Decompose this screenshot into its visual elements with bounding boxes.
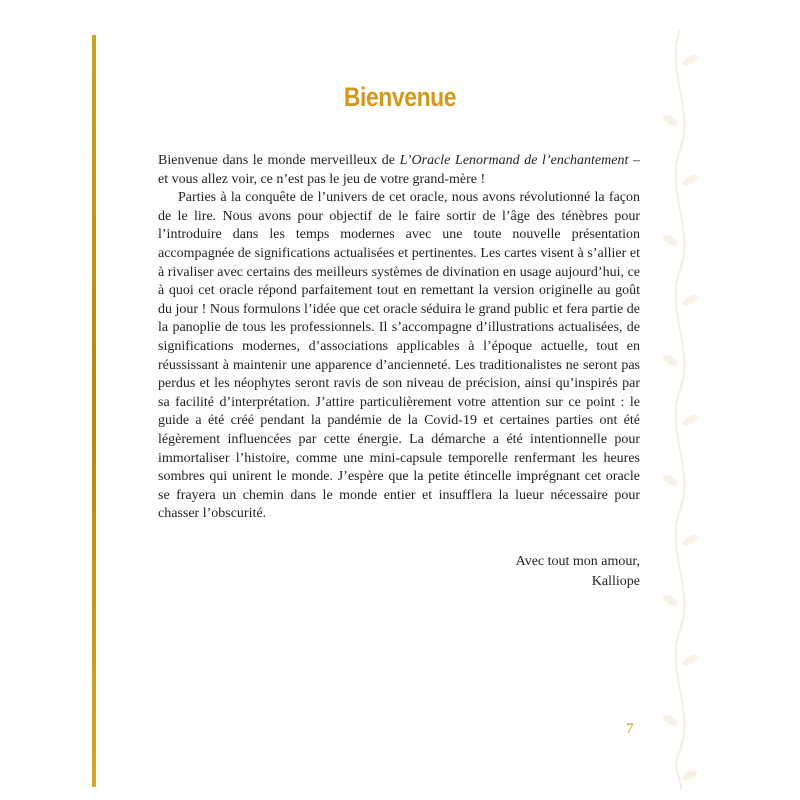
intro-lead: Bienvenue dans le monde merveilleux de [158,153,400,168]
page-number: 7 [626,721,634,737]
page-title: Bienvenue [343,82,457,112]
body-text [158,152,640,524]
main-paragraph: Parties à la conquête de l’univers de cet oracle, nous avons révolutionné la façon de le lire. Nous avons pour objectif de le faire sortir de l’âge des ténèbres pour l’introduire dans les temps modernes avec une toute nouvelle présentation accompagnée de significations actualisées et pertinentes. Les cartes visent à s’allier et à rivaliser avec certains des meilleurs systèmes de divination en usage aujourd’hui, ce à quoi cet oracle répond parfaitement tout en remettant la version originelle au goût du jour ! Nous formulons l’idée que cet oracle séduira le grand public et fera partie de la panoplie de tous les professionnels. Il s’accompagne d’illustrations actualisées, de significations modernes, d’associations applicables à l’époque actuelle, tout en réussissant à maintenir une apparence d’ancienneté. Les traditionalistes ne seront pas perdus et les néophytes seront ravis de son niveau de précision, ainsi qu’inspirés par sa facilité d’interprétation. J’attire particulièrement votre attention sur ce point : le guide a été créé pendant la pandémie de la Covid-19 et certaines parties ont été légèrement influencées par cette énergie. La démarche a été intentionnelle pour immortaliser l’histoire, comme une mini-capsule temporelle renfermant les heures sombres qui unirent le monde. J’espère que la petite étincelle imprégnant cet oracle se frayera un chemin dans le monde entier et insufflera la lueur nécessaire pour chasser l’obscurité. [158,190,640,522]
intro-paragraph [158,152,640,189]
signature-closing: Avec tout mon amour, [515,554,640,569]
signature-block [516,552,640,592]
intro-rest: – et vous allez voir, ce n’est pas le jeu de votre grand-mère ! [158,153,640,187]
gold-margin-bar [92,35,96,787]
signature-name: Kalliope [591,574,640,589]
book-title: L’Oracle Lenormand de l’enchantement [399,153,629,168]
floral-ornament-border [660,30,700,790]
